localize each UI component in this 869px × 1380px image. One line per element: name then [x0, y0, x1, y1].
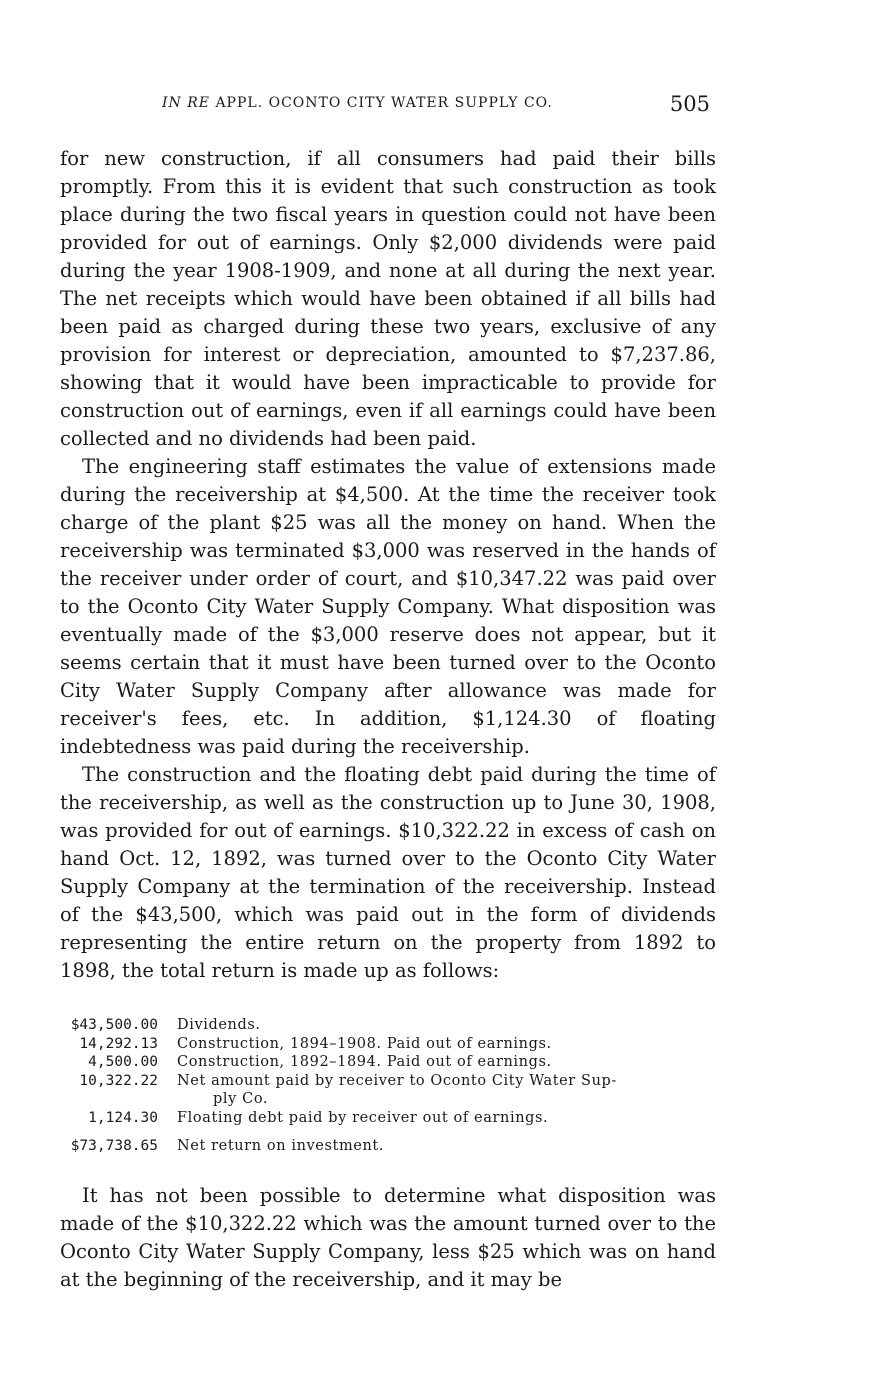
running-title: [162, 95, 553, 111]
row-description: Net amount paid by receiver to Oconto City Water Sup-: [177, 1072, 617, 1089]
row-amount: 14,292.13: [79, 1035, 158, 1052]
row-description: Floating debt paid by receiver out of earnings.: [177, 1109, 549, 1126]
row-description-wrapped: [177, 1072, 720, 1109]
return-table: [60, 1016, 720, 1156]
table-row: [60, 1016, 720, 1035]
running-title-rest: APPL. OCONTO CITY WATER SUPPLY CO.: [210, 95, 553, 111]
table-row: [60, 1109, 720, 1128]
table-row: [60, 1053, 720, 1072]
total-description: Net return on investment.: [177, 1138, 385, 1154]
table-total-row: [60, 1137, 720, 1156]
table-row: [60, 1035, 720, 1054]
page-number: 505: [669, 92, 710, 116]
paragraph-closing: It has not been possible to determine what disposition was made of the $10,322.22 which was the amount turned over to the Oconto City Water Supply Company, less $25 which was on hand at the beginning of the receivership, and it may be: [60, 1184, 716, 1291]
paragraph-engineering-staff: The engineering staff estimates the value of extensions made during the receivership at $4,500. At the time the receiver took charge of the plant $25 was all the money on hand. When the receivership was terminated $3,000 was reserved in the hands of the receiver under order of court, and $10,347.22 was paid over to the Oconto City Water Supply Company. What disposition was eventually made of the $3,000 reserve does not appear, but it seems certain that it must have been turned over to the Oconto City Water Supply Company after allowance was made for receiver's fees, etc. In addition, $1,124.30 of floating indebtedness was paid during the receivership.: [60, 455, 716, 758]
closing-text: [60, 1182, 716, 1294]
row-amount: 1,124.30: [88, 1109, 158, 1126]
running-title-italic: IN RE: [162, 95, 210, 111]
running-head: [60, 92, 716, 122]
row-amount: $43,500.00: [70, 1017, 158, 1033]
row-description: Dividends.: [177, 1017, 261, 1033]
paragraph-continued: for new construction, if all consumers had paid their bills promptly. From this it is evident that such construction as took place during the two fiscal years in question could not have been provided for out of earnings. Only $2,000 dividends were paid during the year 1908-1909, and none at all during the next year. The net receipts which would have been obtained if all bills had been paid as charged during these two years, exclusive of any provision for interest or depreciation, amounted to $7,237.86, showing that it would have been impracticable to provide for construction out of earnings, even if all earnings could have been collected and no dividends had been paid.: [60, 147, 716, 450]
total-amount: $73,738.65: [70, 1138, 158, 1154]
table-row: [60, 1072, 720, 1109]
body-text: [60, 145, 716, 985]
row-amount: 10,322.22: [79, 1072, 158, 1089]
row-description: Construction, 1894–1908. Paid out of earnings.: [177, 1035, 552, 1052]
row-description-continuation: ply Co.: [213, 1091, 269, 1107]
paragraph-construction-floating-debt: The construction and the floating debt paid during the time of the receivership, as well as the construction up to June 30, 1908, was provided for out of earnings. $10,322.22 in excess of cash on hand Oct. 12, 1892, was turned over to the Oconto City Water Supply Company at the termination of the receivership. Instead of the $43,500, which was paid out in the form of dividends representing the entire return on the property from 1892 to 1898, the total return is made up as follows:: [60, 763, 716, 982]
row-amount: 4,500.00: [88, 1054, 158, 1070]
row-description: Construction, 1892–1894. Paid out of earnings.: [177, 1054, 552, 1070]
